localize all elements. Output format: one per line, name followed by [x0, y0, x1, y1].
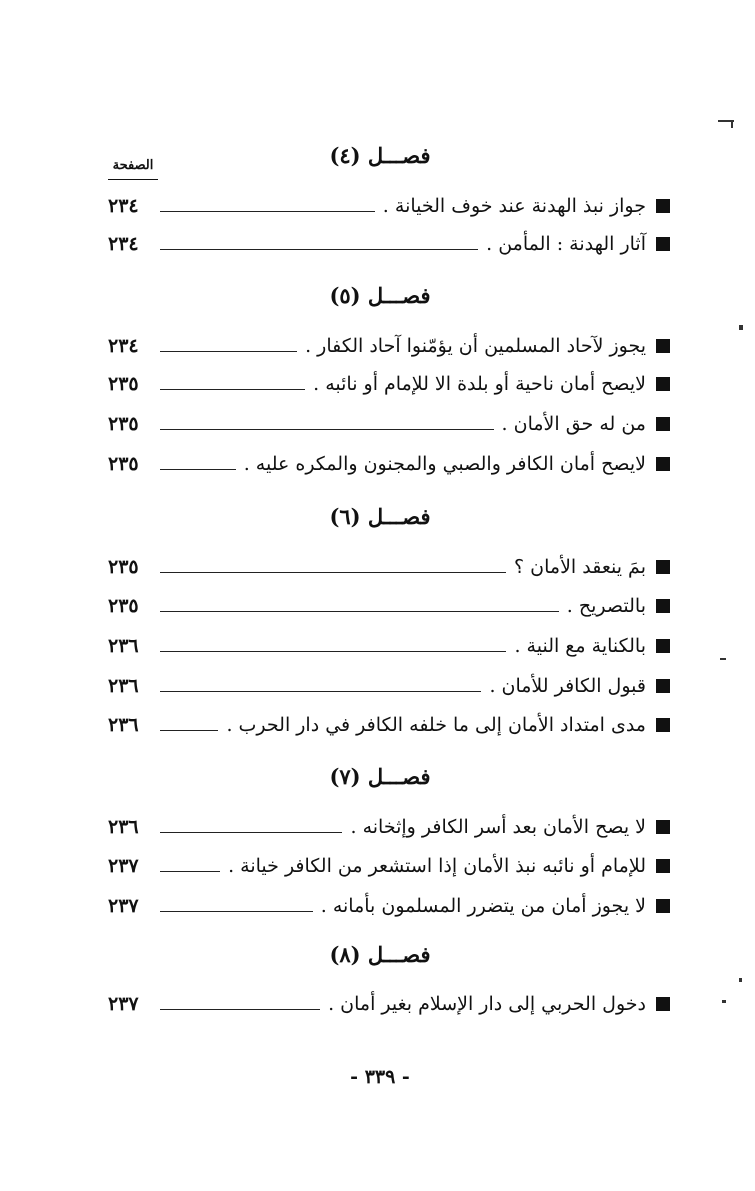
toc-entry — [108, 550, 670, 584]
toc-entry — [108, 987, 670, 1021]
section-title: فصـــل (٤) — [329, 143, 431, 168]
page-number-footer: - ٣٣٩ - — [350, 1066, 410, 1088]
header-rule — [108, 179, 158, 180]
entry-text: للإمام أو نائبه نبذ الأمان إذا استشعر من الكافر خيانة . — [228, 855, 646, 877]
entry-page-number: ٢٣٥ — [108, 453, 139, 475]
square-bullet-icon — [656, 377, 670, 391]
entry-text: لايصح أمان الكافر والصبي والمجنون والمكره عليه . — [243, 453, 646, 475]
entry-text: بالكناية مع النية . — [514, 635, 646, 657]
entry-page-number: ٢٣٧ — [108, 895, 139, 917]
square-bullet-icon — [656, 639, 670, 653]
leader-line — [160, 691, 481, 692]
entry-text: لا يصح الأمان بعد أسر الكافر وإثخانه . — [350, 816, 646, 838]
square-bullet-icon — [656, 339, 670, 353]
leader-line — [160, 871, 220, 872]
section-title: فصـــل (٦) — [329, 504, 431, 529]
toc-entry — [108, 367, 670, 401]
entry-page-number: ٢٣٤ — [108, 335, 139, 357]
page-column-header — [108, 158, 158, 173]
entry-text: لا يجوز أمان من يتضرر المسلمون بأمانه . — [320, 895, 646, 917]
entry-page-number: ٢٣٦ — [108, 816, 139, 838]
entry-page-number: ٢٣٥ — [108, 373, 139, 395]
toc-entry — [108, 329, 670, 363]
toc-entry — [108, 849, 670, 883]
square-bullet-icon — [656, 859, 670, 873]
entry-page-number: ٢٣٦ — [108, 714, 139, 736]
leader-line — [160, 469, 236, 470]
leader-line — [160, 429, 494, 430]
leader-line — [160, 651, 506, 652]
leader-line — [160, 730, 218, 731]
square-bullet-icon — [656, 899, 670, 913]
section-title: فصـــل (٥) — [329, 283, 431, 308]
scan-artifact — [722, 1000, 726, 1003]
entry-text: آثار الهدنة : المأمن . — [486, 233, 646, 255]
entry-text: يجوز لآحاد المسلمين أن يؤمّنوا آحاد الكفار . — [305, 335, 646, 357]
scan-artifact — [720, 658, 726, 660]
entry-page-number: ٢٣٦ — [108, 675, 139, 697]
section-title: فصـــل (٧) — [329, 764, 431, 789]
entry-page-number: ٢٣٤ — [108, 233, 139, 255]
entry-text: دخول الحربي إلى دار الإسلام بغير أمان . — [328, 993, 646, 1015]
leader-line — [160, 211, 375, 212]
entry-text: لايصح أمان ناحية أو بلدة الا للإمام أو نائبه . — [313, 373, 646, 395]
square-bullet-icon — [656, 457, 670, 471]
entry-page-number: ٢٣٥ — [108, 595, 139, 617]
scan-artifact — [739, 978, 742, 982]
entry-page-number: ٢٣٧ — [108, 993, 139, 1015]
toc-entry — [108, 407, 670, 441]
entry-text: قبول الكافر للأمان . — [489, 675, 646, 697]
toc-entry — [108, 189, 670, 223]
square-bullet-icon — [656, 820, 670, 834]
square-bullet-icon — [656, 718, 670, 732]
leader-line — [160, 389, 305, 390]
leader-line — [160, 611, 559, 612]
leader-line — [160, 832, 342, 833]
page-column-header-label: الصفحة — [112, 158, 154, 173]
entry-text: بمَ ينعقد الأمان ؟ — [514, 556, 646, 578]
entry-text: جواز نبذ الهدنة عند خوف الخيانة . — [382, 195, 646, 217]
entry-page-number: ٢٣٥ — [108, 556, 139, 578]
toc-entry — [108, 810, 670, 844]
entry-text: مدى امتداد الأمان إلى ما خلفه الكافر في دار الحرب . — [226, 714, 646, 736]
square-bullet-icon — [656, 560, 670, 574]
toc-entry — [108, 629, 670, 663]
leader-line — [160, 351, 297, 352]
leader-line — [160, 1009, 320, 1010]
square-bullet-icon — [656, 199, 670, 213]
section-title: فصـــل (٨) — [329, 942, 431, 967]
leader-line — [160, 911, 313, 912]
entry-page-number: ٢٣٦ — [108, 635, 139, 657]
scan-artifact — [731, 120, 733, 128]
toc-entry — [108, 227, 670, 261]
leader-line — [160, 249, 478, 250]
toc-entry — [108, 447, 670, 481]
square-bullet-icon — [656, 679, 670, 693]
toc-entry — [108, 589, 670, 623]
square-bullet-icon — [656, 997, 670, 1011]
entry-page-number: ٢٣٤ — [108, 195, 139, 217]
square-bullet-icon — [656, 599, 670, 613]
square-bullet-icon — [656, 417, 670, 431]
entry-text: من له حق الأمان . — [501, 413, 646, 435]
entry-page-number: ٢٣٥ — [108, 413, 139, 435]
square-bullet-icon — [656, 237, 670, 251]
toc-entry — [108, 889, 670, 923]
scan-artifact — [739, 325, 743, 330]
entry-page-number: ٢٣٧ — [108, 855, 139, 877]
toc-entry — [108, 669, 670, 703]
entry-text: بالتصريح . — [566, 595, 646, 617]
leader-line — [160, 572, 506, 573]
toc-entry — [108, 708, 670, 742]
